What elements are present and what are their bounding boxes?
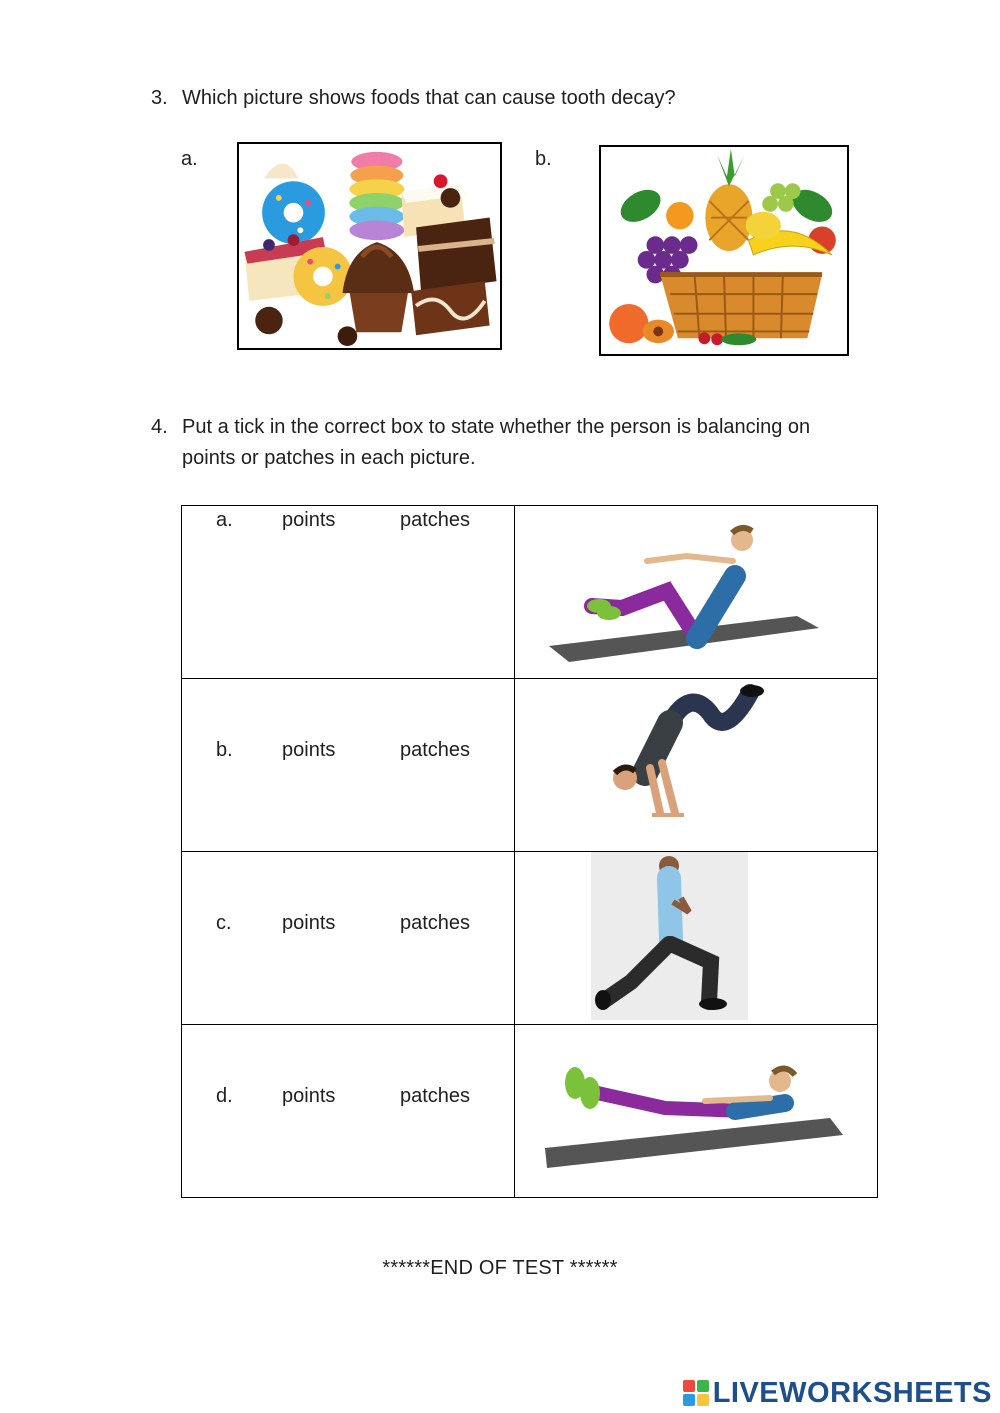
row-a-patches-option[interactable]: patches	[400, 509, 471, 531]
v-sit-image	[547, 516, 822, 672]
question-4	[151, 412, 911, 476]
fruit-basket-image[interactable]	[599, 145, 849, 356]
question-3-text: Which picture shows foods that can cause tooth decay?	[182, 87, 676, 109]
end-of-test: ******END OF TEST ******	[382, 1257, 618, 1279]
row-a-label-cell	[182, 506, 515, 679]
question-4-line-1: Put a tick in the correct box to state whether the person is balancing on	[182, 416, 811, 438]
liveworksheets-logo	[683, 1378, 992, 1408]
row-c-image-cell	[515, 852, 878, 1025]
sweets-image[interactable]	[237, 142, 502, 350]
table-row	[182, 1025, 878, 1198]
row-a-letter: a.	[216, 509, 233, 531]
row-b-points-option[interactable]: points	[282, 739, 336, 761]
row-d-image-cell	[515, 1025, 878, 1198]
kneeling-lunge-image	[591, 852, 748, 1020]
table-row	[182, 679, 878, 852]
crow-pose-image	[600, 683, 770, 823]
row-d-points-option[interactable]: points	[282, 1085, 336, 1107]
row-b-label-cell	[182, 679, 515, 852]
hollow-hold-image	[545, 1053, 847, 1173]
row-a-image-cell	[515, 506, 878, 679]
question-3	[151, 83, 851, 114]
row-b-patches-option[interactable]: patches	[400, 739, 471, 761]
balance-table	[181, 505, 878, 1198]
row-b-letter: b.	[216, 739, 233, 761]
liveworksheets-icon	[683, 1380, 709, 1406]
option-b-label: b.	[535, 148, 552, 170]
question-4-line-2: points or patches in each picture.	[182, 447, 476, 469]
row-d-letter: d.	[216, 1085, 233, 1107]
question-4-number: 4.	[151, 416, 168, 438]
table-row	[182, 852, 878, 1025]
row-a-points-option[interactable]: points	[282, 509, 336, 531]
row-c-letter: c.	[216, 912, 232, 934]
row-d-label-cell	[182, 1025, 515, 1198]
table-row	[182, 506, 878, 679]
option-a-label: a.	[181, 148, 198, 170]
question-3-number: 3.	[151, 87, 168, 109]
brand-name: LIVEWORKSHEETS	[712, 1376, 992, 1409]
row-d-patches-option[interactable]: patches	[400, 1085, 471, 1107]
row-c-patches-option[interactable]: patches	[400, 912, 471, 934]
row-c-points-option[interactable]: points	[282, 912, 336, 934]
row-c-label-cell	[182, 852, 515, 1025]
row-b-image-cell	[515, 679, 878, 852]
